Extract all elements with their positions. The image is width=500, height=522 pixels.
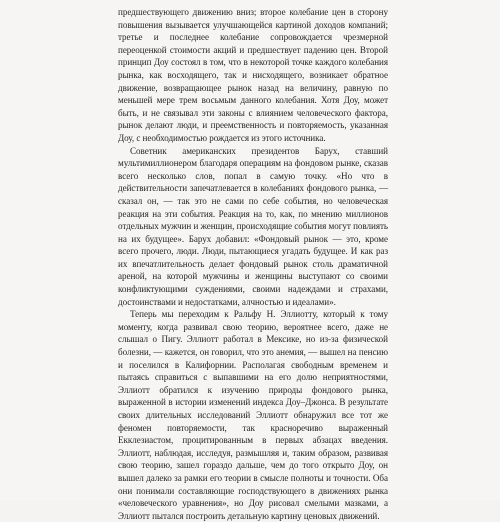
paragraph-elliott: Теперь мы переходим к Ральфу Н. Эллиотту, который к тому моменту, когда развивал свою теорию, вероятнее всего, даже не слышал о Пигу. Эллиотт работал в Мексике, но из-за физической болезни, — кажется, он говорил, что это анемия, — вышел на пенсию и поселился в Калифорнии. Располагая свободным временем и пытаясь справиться с выпавшими на его долю неприятностями, Эллиотт обратился к изучению природы фондового рынка, выраженной в истории изменений индекса Доу–Джонса. В результате своих длительных исследований Эллиотт обнаружил все тот же феномен повторяемости, так красноречиво выраженный Екклезиастом, процитированным в первых абзацах введения. Эллиотт, наблюдая, исследуя, размышляя и, таким образом, развивая свою теорию, зашел гораздо дальше, чем до того открыто Доу, он вышел далеко за рамки его теории в смысле полноты и точности. Оба они понимали составляющие господствующего в движениях рынка «человеческого уравнения», но Доу рисовал смелыми мазками, а Эллиотт пытался построить детальную картину ценовых движений. — [118, 309, 388, 521]
body-text — [118, 6, 388, 522]
paragraph-dow-principles: предшествующего движению вниз; второе колебание цен в сторону повышения вызывается улучшающейся картиной доходов компаний; третье и последнее колебание сопровождается чрезмерной переоценкой стоимости акций и предшествует падению цен. Второй принцип Доу состоял в том, что в некоторой точке каждого колебания рынка, как восходящего, так и нисходящего, возникает обратное движение, возвращающее рынок назад на величину, равную по меньшей мере трем восьмым данного колебания. Хотя Доу, может быть, и не связывал эти законы с влиянием человеческого фактора, рынок делают люди, и преемственность и повторяемость, указанная Доу, с необходимостью рождается из этого источника. — [118, 7, 388, 143]
paragraph-baruch: Советник американских президентов Барух, ставший мультимиллионером благодаря операциям на фондовом рынке, сказав всего несколько слов, попал в самую точку. «Но что в действительности запечатлевается в колебаниях фондового рынка, — сказал он, — так это не сами по себе события, но человеческая реакция на эти события. Реакция на то, как, по мнению миллионов отдельных мужчин и женщин, происходящие события могут повлиять на их будущее». Барух добавил: «Фондовый рынок — это, кроме всего прочего, люди. Люди, пытающиеся угадать будущее. И как раз их впечатлительность делает фондовый рынок столь драматичной ареной, на которой мужчины и женщины выступают со своими конфликтующими суждениями, своими надеждами и страхами, достоинствами и недостатками, алчностью и идеалами». — [118, 145, 388, 307]
